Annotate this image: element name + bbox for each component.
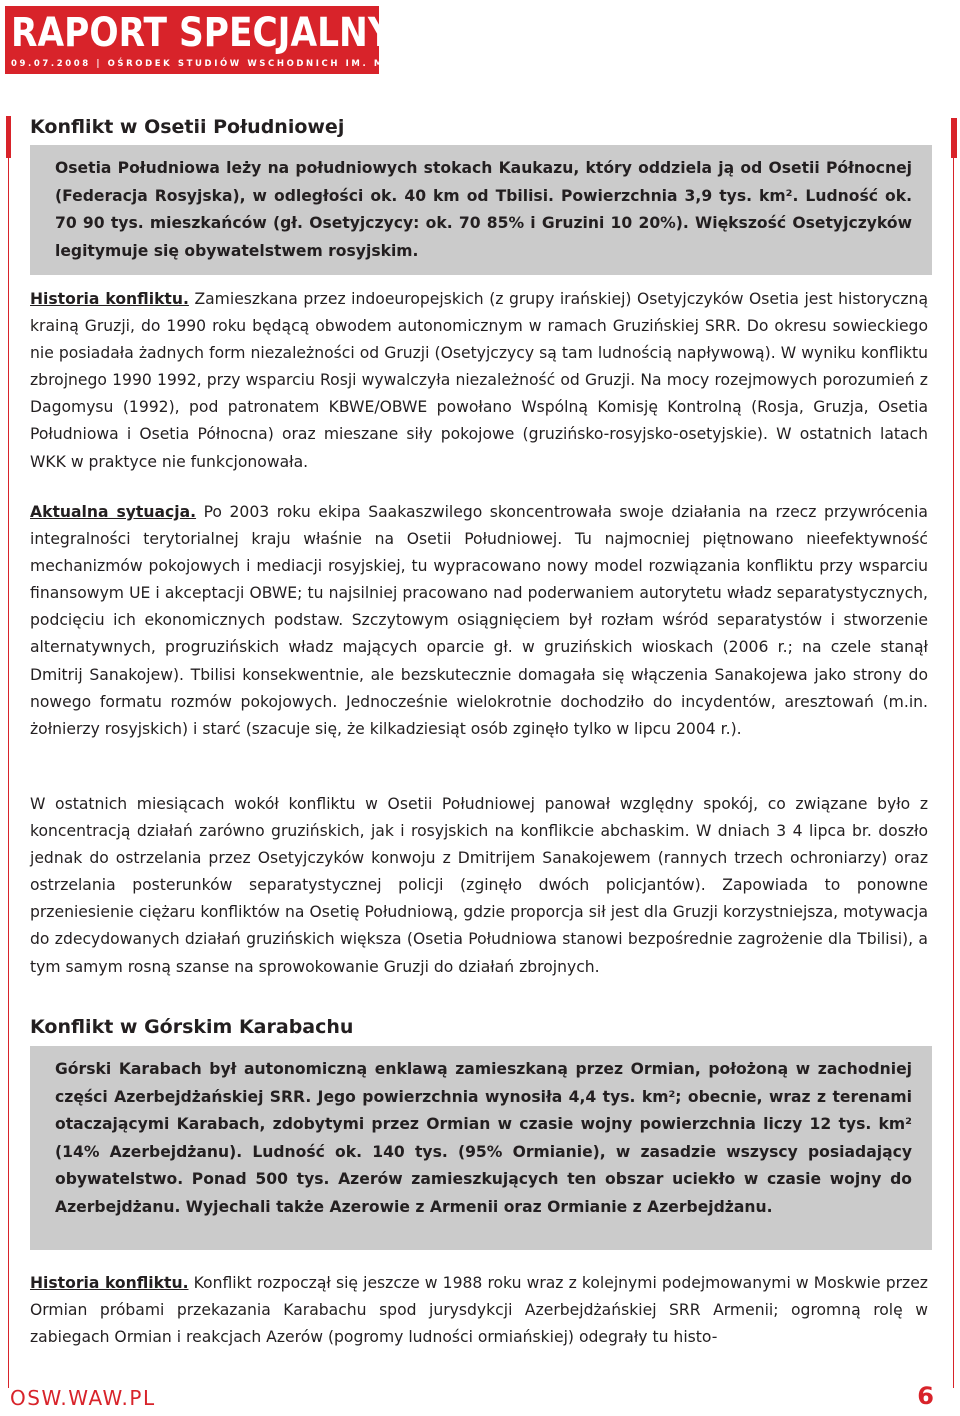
footer-site-link[interactable]: OSW.WAW.PL	[10, 1386, 156, 1410]
section-heading-south-ossetia: Konflikt w Osetii Południowej	[30, 116, 345, 138]
right-accent-bar	[951, 118, 957, 158]
history-body-text: Zamieszkana przez indoeuropejskich (z grupy irańskiej) Osetyjczyków Osetia jest historyczną krainą Gruzji, do 1990 roku będącą obwodem autonomicznym w ramach Gruzińskiej SRR. Do okresu sowieckiego nie posiadała żadnych form niezależności od Gruzji (Osetyjczycy są tam ludnością napływową). W wyniku konfliktu zbrojnego 1990 1992, przy wsparciu Rosji wywalczyła niezależność od Gruzji. Na mocy rozejmowych porozumień z Dagomysu (1992), pod patronatem KBWE/OBWE powołano Wspólną Komisję Kontrolną (Rosja, Gruzja, Osetia Południowa i Osetia Północna) oraz mieszane siły pokojowe (gruzińsko-rosyjsko-osetyjskie). W ostatnich latach WKK w praktyce nie funkcjonowała.	[30, 290, 928, 471]
right-margin-rule	[953, 158, 954, 1388]
paragraph-history-karabakh	[30, 1270, 928, 1351]
summary-text-karabakh: Górski Karabach był autonomiczną enklawą zamieszkaną przez Ormian, położoną w zachodniej części Azerbejdżańskiej SRR. Jego powierzchnia wynosiła 4,4 tys. km²; obecnie, wraz z terenami otaczającymi Karabach, zdobytymi przez Ormian w czasie wojny powierzchnia liczy 12 tys. km² (14% Azerbejdżanu). Ludność ok. 140 tys. (95% Ormianie), w zasadzie wszyscy posiadający obywatelstwo. Ponad 500 tys. Azerów zamieszkujących ten obszar uciekło w czasie wojny do Azerbejdżanu. Wyjechali także Azerowie z Armenii oraz Ormianie z Azerbejdżanu.	[55, 1060, 912, 1216]
karabakh-history-lead-label: Historia konfliktu.	[30, 1274, 189, 1292]
current-situation-lead-label: Aktualna sytuacja.	[30, 503, 197, 521]
left-margin-rule	[8, 158, 9, 1388]
banner-subtitle: 09.07.2008 | OŚRODEK STUDIÓW WSCHODNICH IM. MARKA KARPIA	[11, 59, 479, 69]
summary-box-south-ossetia	[30, 145, 932, 275]
paragraph-recent-events: W ostatnich miesiącach wokół konfliktu w Osetii Południowej panował względny spokój, co związane było z koncentracją działań zarówno gruzińskich, jak i rosyjskich na konflikcie abchaskim. W dniach 3 4 lipca br. doszło jednak do ostrzelania przez Osetyjczyków konwoju z Dmitrijem Sanakojewem (rannych trzech ochroniarzy) oraz ostrzelania posterunków separatystycznej policji (zginęło dwóch policjantów). Zapowiada to ponowne przeniesienie ciężaru konfliktów na Osetię Południową, gdzie proporcja sił jest dla Gruzji korzystniejsza, motywacja do zdecydowanych działań gruzińskich większa (Osetia Południowa stanowi bezpośrednie zagrożenie dla Tbilisi), a tym samym rosną szanse na sprowokowanie Gruzji do działań zbrojnych.	[30, 795, 928, 976]
karabakh-history-body-text: Konflikt rozpoczął się jeszcze w 1988 roku wraz z kolejnymi podejmowanymi w Moskwie przez Ormian próbami przekazania Karabachu spod jurysdykcji Azerbejdżańskiej SRR Armenii; ogromną rolę w zabiegach Ormian i reakcjach Azerów (pogromy ludności ormiańskiej) odegrały tu histo-	[30, 1274, 928, 1347]
page-number: 6	[917, 1382, 934, 1410]
current-situation-body-text: Po 2003 roku ekipa Saakaszwilego skoncentrowała swoje działania na rzecz przywrócenia integralności terytorialnej kraju właśnie na Osetii Południowej. Tu najmocniej piętnowano nieefektywność mechanizmów pokojowych i mediacji rosyjskiej, tu wypracowano nowy model rozwiązania konfliktu przy wsparciu finansowym UE i akceptacji OBWE; tu najsilniej pracowano nad poderwaniem autorytetu władz separatystycznych, podcięciu ich ekonomicznych podstaw. Szczytowym osiągnięciem był rozłam wśród separatystów i stworzenie alternatywnych, progruzińskich władz mających oparcie gł. w gruzińskich wioskach (2006 r.; na czele stanął Dmitrij Sanakojew). Tbilisi konsekwentnie, ale bezskutecznie domagała się włączenia Sanakojewa jako strony do nowego formatu rozmów pokojowych. Jednocześnie wielokrotnie dochodziło do incydentów, aresztowań (m.in. żołnierzy rosyjskich) i starć (szacuje się, że kilkadziesiąt osób zginęło tylko w lipcu 2004 r.).	[30, 503, 928, 738]
summary-box-karabakh	[30, 1046, 932, 1250]
section-heading-karabakh: Konflikt w Górskim Karabachu	[30, 1016, 354, 1038]
left-accent-bar	[6, 116, 11, 158]
paragraph-current-situation	[30, 499, 928, 743]
report-banner	[5, 6, 479, 74]
summary-text-south-ossetia: Osetia Południowa leży na południowych stokach Kaukazu, który oddziela ją od Osetii Północnej (Federacja Rosyjska), w odległości ok. 40 km od Tbilisi. Powierzchnia 3,9 tys. km². Ludność ok. 70 90 tys. mieszkańców (gł. Osetyjczycy: ok. 70 85% i Gruzini 10 20%). Większość Osetyjczyków legitymuje się obywatelstwem rosyjskim.	[55, 159, 912, 260]
history-lead-label: Historia konfliktu.	[30, 290, 189, 308]
banner-title: RAPORT SPECJALNY	[11, 10, 393, 56]
paragraph-history-south-ossetia	[30, 286, 928, 476]
